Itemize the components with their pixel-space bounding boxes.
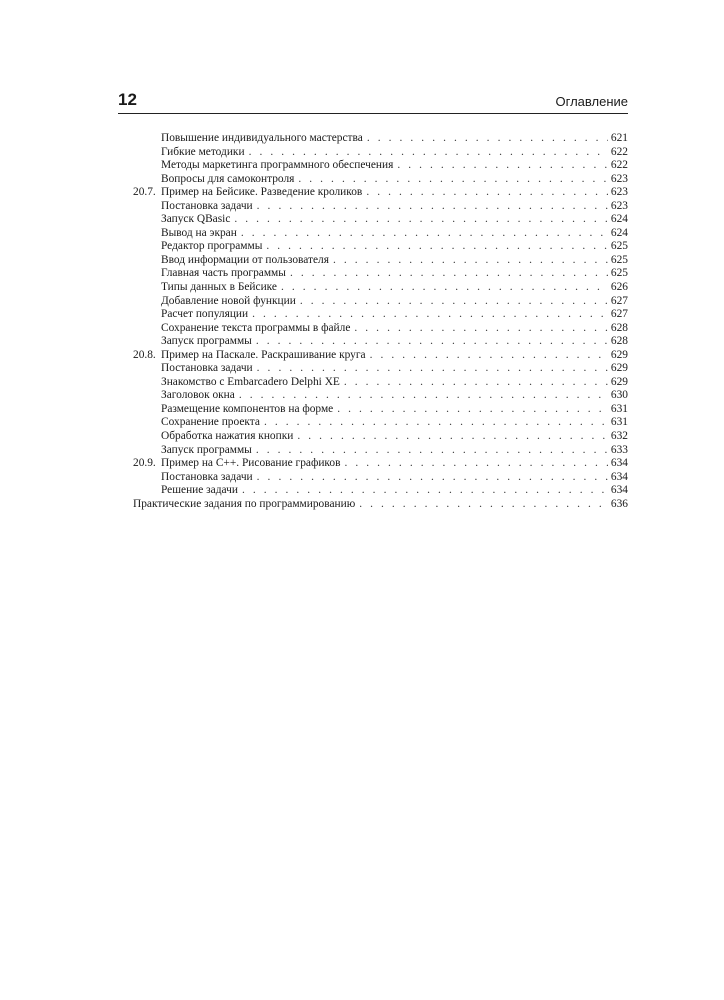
toc-entry-page: 623: [610, 199, 628, 212]
toc-leader-dots: [241, 227, 608, 241]
toc-leader-dots: [257, 362, 608, 376]
toc-leader-dots: [257, 200, 608, 214]
toc-entry-page: 622: [610, 159, 628, 172]
toc-entry[interactable]: [133, 444, 628, 458]
toc-leader-dots: [264, 416, 608, 430]
toc-entry-title: Пример на C++. Рисование графиков: [161, 457, 341, 470]
table-of-contents: [133, 132, 628, 511]
toc-entry-page: 634: [610, 484, 628, 497]
toc-entry-title: Главная часть программы: [161, 267, 286, 280]
toc-leader-dots: [266, 240, 608, 254]
toc-entry-line: [161, 416, 628, 430]
toc-entry-line: [161, 322, 628, 336]
toc-leader-dots: [370, 349, 608, 363]
toc-entry-page: 632: [610, 430, 628, 443]
toc-entry-title: Практические задания по программированию: [133, 497, 356, 510]
toc-leader-dots: [281, 281, 608, 295]
toc-entry-page: 629: [610, 362, 628, 375]
toc-entry[interactable]: [133, 213, 628, 227]
toc-entry-title: Знакомство с Embarcadero Delphi XE: [161, 375, 340, 388]
toc-leader-dots: [344, 376, 608, 390]
toc-entry[interactable]: [133, 267, 628, 281]
toc-entry[interactable]: [133, 322, 628, 336]
toc-entry[interactable]: [133, 295, 628, 309]
toc-entry[interactable]: [133, 200, 628, 214]
toc-entry-line: [161, 267, 628, 281]
toc-leader-dots: [234, 213, 608, 227]
toc-entry[interactable]: [133, 186, 628, 200]
toc-entry-page: 622: [610, 145, 628, 158]
toc-entry-title: Методы маркетинга программного обеспечения: [161, 159, 394, 172]
toc-entry[interactable]: [133, 173, 628, 187]
toc-leader-dots: [252, 308, 608, 322]
toc-entry-line: [161, 457, 628, 471]
toc-entry-page: 625: [610, 240, 628, 253]
toc-entry-number: 20.7.: [133, 186, 156, 199]
toc-entry-page: 624: [610, 213, 628, 226]
toc-entry-number: 20.9.: [133, 457, 156, 470]
toc-entry-page: 631: [610, 402, 628, 415]
toc-entry-line: [133, 498, 628, 512]
toc-entry[interactable]: [133, 430, 628, 444]
toc-entry[interactable]: [133, 240, 628, 254]
toc-leader-dots: [298, 173, 608, 187]
toc-entry-page: 629: [610, 348, 628, 361]
toc-entry-line: [161, 376, 628, 390]
toc-entry-line: [161, 362, 628, 376]
toc-entry-title: Вопросы для самоконтроля: [161, 172, 295, 185]
toc-entry-title: Сохранение текста программы в файле: [161, 321, 351, 334]
toc-entry-line: [161, 227, 628, 241]
toc-entry[interactable]: [133, 457, 628, 471]
page-number: 12: [118, 90, 137, 109]
toc-entry-title: Постановка задачи: [161, 362, 253, 375]
toc-entry[interactable]: [133, 471, 628, 485]
toc-leader-dots: [256, 444, 608, 458]
header-rule: [118, 113, 628, 114]
toc-entry-page: 634: [610, 470, 628, 483]
toc-entry-line: [161, 349, 628, 363]
toc-entry-title: Запуск программы: [161, 443, 252, 456]
toc-entry-title: Вывод на экран: [161, 226, 237, 239]
toc-entry[interactable]: [133, 376, 628, 390]
toc-leader-dots: [359, 498, 608, 512]
toc-entry-page: 625: [610, 253, 628, 266]
toc-entry-title: Постановка задачи: [161, 470, 253, 483]
toc-entry-title: Размещение компонентов на форме: [161, 402, 334, 415]
toc-entry-page: 633: [610, 443, 628, 456]
toc-entry-page: 626: [610, 281, 628, 294]
toc-entry-title: Запуск программы: [161, 335, 252, 348]
toc-entry[interactable]: [133, 159, 628, 173]
toc-entry-title: Гибкие методики: [161, 145, 245, 158]
toc-entry-title: Типы данных в Бейсике: [161, 281, 277, 294]
toc-entry[interactable]: [133, 146, 628, 160]
toc-leader-dots: [256, 335, 608, 349]
toc-entry-page: 623: [610, 172, 628, 185]
toc-entry-page: 627: [610, 308, 628, 321]
toc-entry-title: Заголовок окна: [161, 389, 235, 402]
toc-leader-dots: [242, 484, 608, 498]
toc-entry-title: Запуск QBasic: [161, 213, 231, 226]
toc-entry[interactable]: [133, 308, 628, 322]
toc-entry-line: [161, 471, 628, 485]
toc-entry-line: [161, 186, 628, 200]
toc-entry-title: Повышение индивидуального мастерства: [161, 132, 363, 144]
toc-leader-dots: [344, 457, 607, 471]
toc-entry-page: 636: [610, 497, 628, 510]
toc-entry-title: Сохранение проекта: [161, 416, 260, 429]
toc-entry-line: [161, 484, 628, 498]
toc-leader-dots: [300, 295, 608, 309]
toc-entry-page: 625: [610, 267, 628, 280]
toc-entry-line: [161, 213, 628, 227]
toc-entry-number: 20.8.: [133, 348, 156, 361]
toc-entry[interactable]: [133, 416, 628, 430]
toc-entry-page: 628: [610, 335, 628, 348]
toc-entry-title: Пример на Паскале. Раскрашивание круга: [161, 348, 366, 361]
toc-entry-title: Постановка задачи: [161, 199, 253, 212]
toc-entry-line: [161, 295, 628, 309]
toc-entry[interactable]: [133, 389, 628, 403]
toc-entry[interactable]: [133, 362, 628, 376]
toc-entry-line: [161, 173, 628, 187]
toc-leader-dots: [333, 254, 608, 268]
toc-entry-page: 629: [610, 375, 628, 388]
toc-leader-dots: [366, 186, 608, 200]
toc-entry-page: 627: [610, 294, 628, 307]
toc-leader-dots: [290, 267, 608, 281]
toc-entry[interactable]: [133, 349, 628, 363]
toc-entry-line: [161, 403, 628, 417]
toc-entry-line: [161, 308, 628, 322]
toc-entry-page: 623: [610, 186, 628, 199]
toc-entry[interactable]: [133, 132, 628, 146]
toc-entry-page: 628: [610, 321, 628, 334]
toc-entry-page: 630: [610, 389, 628, 402]
toc-entry[interactable]: [133, 254, 628, 268]
toc-entry[interactable]: [133, 484, 628, 498]
toc-entry-line: [161, 200, 628, 214]
toc-entry[interactable]: [133, 335, 628, 349]
toc-entry-line: [161, 159, 628, 173]
running-head: Оглавление: [555, 94, 628, 109]
toc-leader-dots: [239, 389, 608, 403]
toc-entry[interactable]: [133, 281, 628, 295]
toc-leader-dots: [249, 146, 608, 160]
toc-entry-title: Пример на Бейсике. Разведение кроликов: [161, 186, 363, 199]
toc-entry-line: [161, 444, 628, 458]
toc-leader-dots: [337, 403, 608, 417]
toc-entry-title: Ввод информации от пользователя: [161, 253, 329, 266]
toc-entry-line: [161, 335, 628, 349]
toc-entry-page: 621: [610, 132, 628, 144]
toc-entry-title: Добавление новой функции: [161, 294, 296, 307]
toc-entry[interactable]: [133, 498, 628, 512]
toc-entry-line: [161, 389, 628, 403]
toc-entry-title: Обработка нажатия кнопки: [161, 430, 294, 443]
toc-leader-dots: [367, 132, 608, 146]
toc-entry-line: [161, 240, 628, 254]
toc-entry-line: [161, 146, 628, 160]
toc-entry-title: Решение задачи: [161, 484, 238, 497]
toc-entry-title: Редактор программы: [161, 240, 263, 253]
toc-entry-page: 631: [610, 416, 628, 429]
toc-entry-line: [161, 430, 628, 444]
toc-leader-dots: [397, 159, 608, 173]
toc-entry-page: 634: [610, 457, 628, 470]
toc-entry[interactable]: [133, 227, 628, 241]
toc-leader-dots: [257, 471, 608, 485]
toc-entry-title: Расчет популяции: [161, 308, 249, 321]
toc-leader-dots: [297, 430, 608, 444]
toc-entry-line: [161, 254, 628, 268]
toc-leader-dots: [354, 322, 608, 336]
toc-entry-line: [161, 132, 628, 146]
toc-entry-line: [161, 281, 628, 295]
toc-entry-page: 624: [610, 226, 628, 239]
toc-entry[interactable]: [133, 403, 628, 417]
